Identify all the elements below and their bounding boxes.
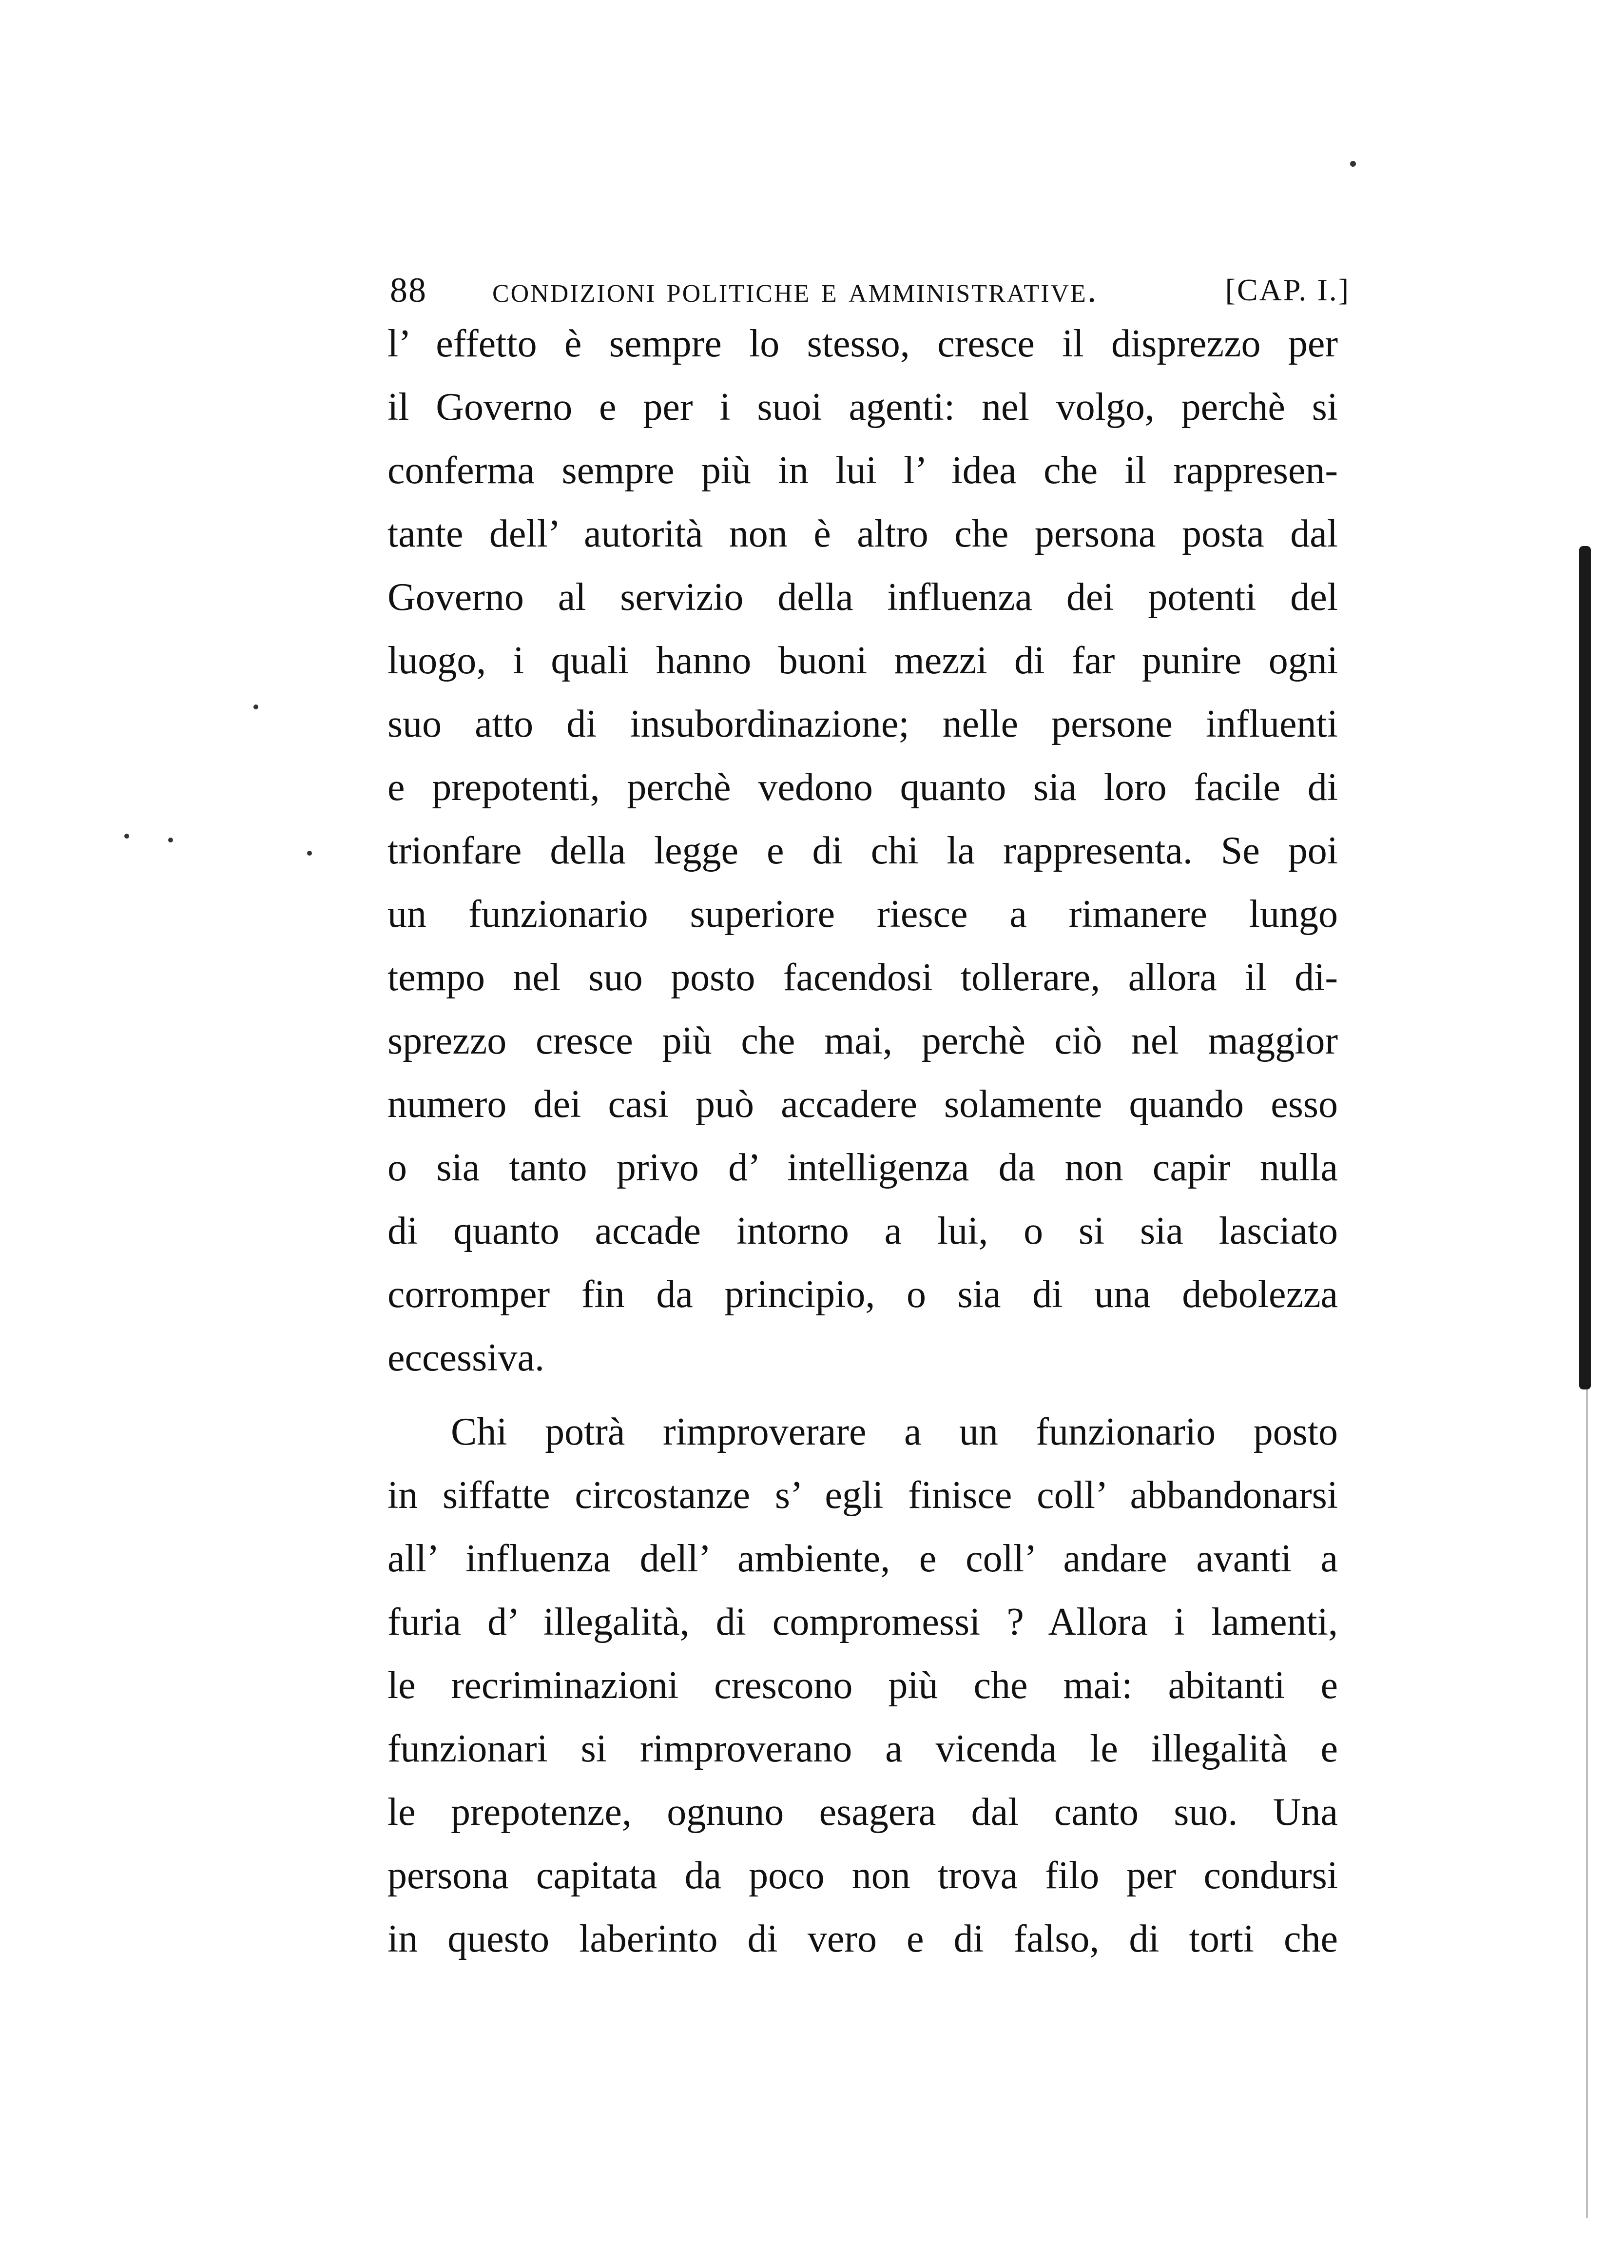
running-header [390, 263, 1350, 317]
text-line: tempo nel suo posto facendosi tollerare, allora il di- [387, 956, 1338, 999]
scan-speck [1350, 161, 1356, 167]
text-line: conferma sempre più in lui l’ idea che il rappresen- [387, 449, 1338, 492]
text-line: le prepotenze, ognuno esagera dal canto suo. Una [387, 1791, 1338, 1834]
text-line: in siffatte circostanze s’ egli finisce coll’ abbandonarsi [387, 1474, 1338, 1517]
text-line: tante dell’ autorità non è altro che persona posta dal [387, 512, 1338, 555]
gutter-shadow-mark [1586, 1389, 1588, 2218]
gutter-shadow-mark [1579, 546, 1591, 1389]
text-line: furia d’ illegalità, di compromessi ? Allora i lamenti, [387, 1601, 1338, 1643]
page-number: 88 [390, 271, 427, 310]
scan-speck [307, 851, 312, 856]
text-line: luogo, i quali hanno buoni mezzi di far punire ogni [387, 639, 1338, 682]
text-line: Governo al servizio della influenza dei potenti del [387, 576, 1338, 619]
text-line: funzionari si rimproverano a vicenda le illegalità e [387, 1727, 1338, 1770]
scan-speck [168, 838, 173, 842]
paragraph-start-line: Chi potrà rimproverare a un funzionario posto [451, 1410, 1338, 1453]
paragraph-gap [387, 1389, 1338, 1400]
text-line: il Governo e per i suoi agenti: nel volgo, perchè si [387, 386, 1338, 429]
text-line: sprezzo cresce più che mai, perchè ciò nel maggior [387, 1019, 1338, 1062]
paragraph-end-line: eccessiva. [387, 1336, 545, 1379]
body-text [387, 312, 1338, 1971]
text-line: l’ effetto è sempre lo stesso, cresce il disprezzo per [387, 322, 1338, 365]
chapter-label: [CAP. I.] [1225, 273, 1350, 307]
text-line: le recriminazioni crescono più che mai: abitanti e [387, 1664, 1338, 1707]
text-line: trionfare della legge e di chi la rappresenta. Se poi [387, 829, 1338, 872]
running-title: condizioni politiche e amministrative. [492, 270, 1098, 310]
text-line: e prepotenti, perchè vedono quanto sia loro facile di [387, 766, 1338, 809]
text-line: all’ influenza dell’ ambiente, e coll’ andare avanti a [387, 1537, 1338, 1580]
text-line: di quanto accade intorno a lui, o si sia lasciato [387, 1210, 1338, 1252]
text-line: in questo laberinto di vero e di falso, di torti che [387, 1917, 1338, 1960]
scan-speck [253, 704, 258, 709]
text-line: o sia tanto privo d’ intelligenza da non capir nulla [387, 1146, 1338, 1189]
text-line: corromper fin da principio, o sia di una debolezza [387, 1273, 1338, 1316]
text-line: un funzionario superiore riesce a rimanere lungo [387, 893, 1338, 936]
text-line: suo atto di insubordinazione; nelle persone influenti [387, 703, 1338, 745]
scan-speck [124, 834, 129, 839]
text-line: numero dei casi può accadere solamente quando esso [387, 1083, 1338, 1126]
text-line: persona capitata da poco non trova filo per condursi [387, 1854, 1338, 1897]
